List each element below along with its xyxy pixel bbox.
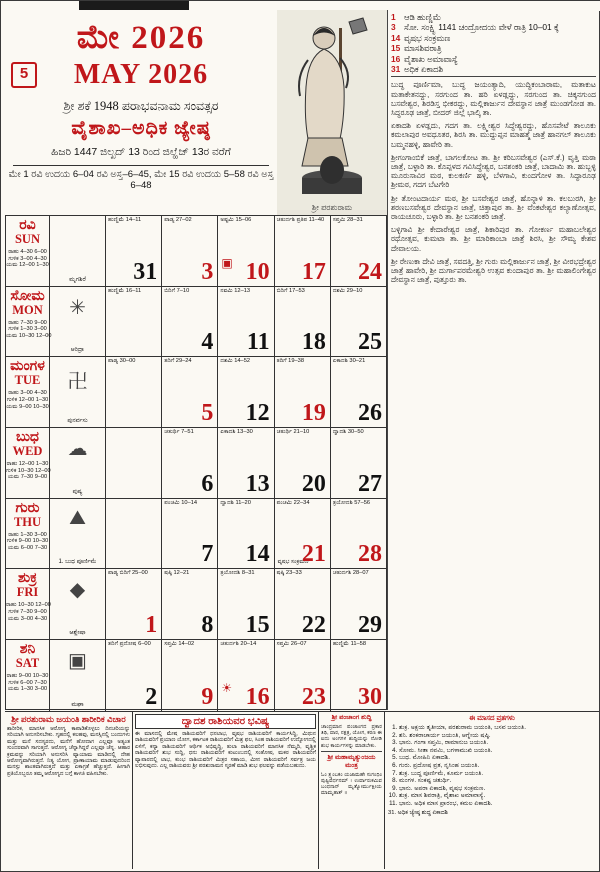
date-cell[interactable] xyxy=(218,640,274,711)
deity-illustration xyxy=(277,10,387,215)
festival-date: 1 xyxy=(391,12,396,22)
tithi-text: ಹುಣ್ಣಿಮೆ 14–11 xyxy=(108,217,142,223)
festival-paragraph: ಬುದ್ಧ ಪೂರ್ಣಿಮಾ, ಬುದ್ಧ ಜಯಂತ್ಯಾದಿ, ಯುದ್ಧಿಕಂಬಾರಾಮ, ಮತಾಕುಟ ಮತಾಕೇತನದ್ದು, ಸರಗುಂದ ತಾ. ಹರಿ ಏಳಡ್ಲದ್ದು, ಸರಗುಂದ ತಾ. ಚಿಕ್ಕನಗುಂದ ಬಸವೇಶ್ವರ, ಶಿರಡಿಸ್ತ ಭೀಕರದ್ದು, ಮಲ್ಲಿಕಾರ್ಜುನ ದೇವಸ್ಥಾನ ಜಾತ್ರೆ ಮುಂಡಗೋಡ ತಾ. ಸಿದ್ಧರೂಢ ಜಾತ್ರೆ, ಬೀದರ್ ಜಿಲ್ಲೆ ಭಾಲ್ಕಿ ತಾ. xyxy=(391,80,596,118)
tithi-text: ದ್ವಾದಶಿ 11–20 xyxy=(220,499,251,506)
festival-date: 14 xyxy=(391,32,401,43)
magha-icon: ▣ xyxy=(68,650,87,673)
top-black-bar xyxy=(79,1,189,10)
festival-paragraph: ಶ್ರೀ ರೇಣುಕಾ ದೇವಿ ಜಾತ್ರೆ, ಸವದತ್ತಿ, ಶ್ರೀ ಗುರು ಮಲ್ಲಿಕಾರ್ಜುನ ಜಾತ್ರೆ, ಶ್ರೀ ವೀರಭದ್ರೇಶ್ವರ ಜಾತ್ರೆ ಹಾವೇರಿ, ಶ್ರೀ ದುರ್ಗಾಪರಮೇಶ್ವರಿ ಉತ್ಸವ ಕುಂದಾಪುರ ತಾ. ಶ್ರೀ ಮಹಾಲಿಂಗೇಶ್ವರ ದೇವಸ್ಥಾನ ಜಾತ್ರೆ, ಪುತ್ತೂರು ತಾ. xyxy=(391,256,596,285)
festival-item xyxy=(391,12,596,22)
date-cell[interactable] xyxy=(162,287,218,357)
festival-text: ಅಧಿಕ ಏಕಾದಶಿ xyxy=(404,64,444,75)
yama-kala: ಯಮ 7–30 9–00 xyxy=(7,474,48,481)
gulika-kala: ಗುಳಿಕ 10–30 12–00 xyxy=(6,467,51,474)
gulika-kala: ಗುಳಿಕ 6–00 7–30 xyxy=(8,679,47,686)
date-cell[interactable] xyxy=(331,569,386,639)
tithi-text: ತ್ರಯೋದಶಿ 57–56 xyxy=(332,499,371,506)
pushya-cloud-icon: ☁ xyxy=(67,438,88,461)
amavasya-icon: ☀ xyxy=(221,680,233,695)
samvatsara-line: ಶ್ರೀ ಶಕೆ 1948 ಪರಾಭವನಾಮ ಸಂವತ್ಸರ xyxy=(63,99,219,113)
nakshatra-art-cell xyxy=(50,428,106,498)
festival-item xyxy=(391,64,596,74)
tithi-text: ಷಷ್ಠಿ 12–21 xyxy=(164,570,190,577)
date-number: 5 xyxy=(201,400,214,427)
date-number: 15 xyxy=(245,612,270,639)
vrata-item: 7. ಶುಕ್ರ. ಬುದ್ಧ ಪೂರ್ಣಿಮೆ, ಕೂರ್ಮ ಜಯಂತಿ. xyxy=(399,770,596,778)
date-cell[interactable] xyxy=(162,499,218,569)
rashi-bhavishya-title: ದ್ವಾದಶ ರಾಶಿಯವರ ಭವಿಷ್ಯ xyxy=(135,714,316,729)
weekday-name-english: SAT xyxy=(15,656,40,671)
date-cell[interactable] xyxy=(275,357,331,427)
weekday-cell-tue xyxy=(6,357,50,427)
date-cell[interactable] xyxy=(275,499,331,569)
festival-paragraph: ಬಳ್ಳಿಗಾವಿ ಶ್ರೀ ಕೇದಾರೇಶ್ವರ ಜಾತ್ರೆ, ಶಿಕಾರಿಪುರ ತಾ. ಗೋಕರ್ಣ ಮಹಾಬಲೇಶ್ವರ ರಥೋತ್ಸವ, ಕುಮಟಾ ತಾ. ಶ್ರೀ ಮಾರಿಕಾಂಬಾ ಜಾತ್ರೆ ಶಿರಸಿ, ಶ್ರೀ ಸೌಮ್ಯ ಕೇಶವ ದೇವಾಲಯ. xyxy=(391,225,596,253)
gulika-kala: ಗುಳಿಕ 9–00 10–30 xyxy=(6,538,49,545)
date-number: 10 xyxy=(245,258,270,285)
weekday-name-english: FRI xyxy=(16,585,39,600)
festival-column xyxy=(387,10,599,710)
mantra-text: ಓಂ ತ್ರ್ಯಂಬಕಂ ಯಜಾಮಹೇ ಸುಗಂಧಿಂ ಪುಷ್ಟಿವರ್ಧನಮ್ । ಉರ್ವಾರುಕಮಿವ ಬಂಧನಾನ್ ಮೃತ್ಯೋರ್ಮುಕ್ಷೀಯ ಮಾಮೃತಾತ್ ॥ xyxy=(321,771,382,797)
date-number: 31 xyxy=(133,258,158,285)
rahu-kala: ರಾಹು 3–00 4–30 xyxy=(8,390,47,397)
date-cell[interactable] xyxy=(275,569,331,639)
weekday-times xyxy=(6,532,49,552)
date-cell[interactable] xyxy=(331,640,386,711)
festival-date: 3 xyxy=(391,22,396,33)
rahu-kala: ರಾಹು 7–30 9–00 xyxy=(8,319,47,326)
date-cell[interactable] xyxy=(218,428,274,498)
date-number: 29 xyxy=(358,612,383,639)
weekday-cell-wed xyxy=(6,428,50,498)
date-number: 4 xyxy=(201,329,214,356)
date-number: 17 xyxy=(301,258,326,285)
yama-kala: ಯಮ 10–30 12–00 xyxy=(6,332,52,339)
yama-kala: ಯಮ 1–30 3–00 xyxy=(7,686,48,693)
nakshatra-art-cell xyxy=(50,357,106,427)
date-cell[interactable] xyxy=(106,357,162,427)
date-number: 24 xyxy=(358,258,383,285)
month-number-badge: 5 xyxy=(11,62,37,88)
panchanga-shuddhi-text: ಚಾಂದ್ರಮಾನ ಪಂಚಾಂಗದ ಪ್ರಕಾರ ತಿಥಿ, ವಾರ, ನಕ್ಷತ್ರ, ಯೋಗ, ಕರಣ ಈ ಐದು ಅಂಗಗಳ ಶುದ್ಧಿಯನ್ನು ನೋಡಿ ಶುಭ ಕಾರ್ಯಗಳನ್ನು ಮಾಡಬೇಕು. xyxy=(321,724,382,749)
tithi-text: ತದಿಗೆ 19–38 xyxy=(276,358,304,365)
vrata-list xyxy=(388,724,596,808)
panchanga-shuddhi-section xyxy=(319,712,385,869)
weekday-name-kannada: ಸೋಮ xyxy=(10,288,45,304)
date-number: 6 xyxy=(201,470,214,497)
panchanga-divider xyxy=(321,751,382,752)
tithi-text: ದಶಮಿ 14–52 xyxy=(220,358,251,365)
weekday-name-english: WED xyxy=(12,444,43,459)
festival-paragraph: ಶ್ರೀಗಂಗಾಂಬಿಕೆ ಜಾತ್ರೆ, ಬಾಗಲಕೋಟ ತಾ. ಶ್ರೀ ಕರಿಬಸವೇಶ್ವರ (ಎಸ್.ಕೆ.) ವೃತ್ತಿ ಮಠಾ ಜಾತ್ರೆ, ಬಳ್ಳಾರಿ ತಾ. ಕೊಪ್ಪಳದ ಗವಿಸಿದ್ಧೇಶ್ವರ, ಬನಶಂಕರಿ ಜಾತ್ರೆ, ಬಾದಾಮಿ ತಾ. ಹುಬ್ಬಳ್ಳಿ ಮೂರುಸಾವಿರ ಮಠ, ಕುಲಕರ್ಣಿ ಹಳ್ಳಿ, ಬೆಳಗಾವಿ, ಕುಂದಗೋಳ ತಾ. ಸಿದ್ಧಾರೂಢ ಶ್ರೀಮಠ, ಗದಗ ಬೆಟಗೇರಿ xyxy=(391,152,596,190)
bottom-panel xyxy=(5,711,599,869)
date-number: 14 xyxy=(245,541,270,568)
weekday-name-kannada: ಗುರು xyxy=(15,500,40,516)
header-divider xyxy=(13,165,269,166)
date-number: 11 xyxy=(246,329,270,356)
tithi-text: ದಶಮಿ 29–10 xyxy=(332,287,363,294)
date-cell[interactable] xyxy=(331,287,386,357)
tithi-text: ತದಿಗೆ ಪ್ರದೋಷ 6–00 xyxy=(108,641,151,648)
weekday-name-kannada: ಬುಧ xyxy=(16,430,39,446)
date-cell[interactable] xyxy=(331,428,386,498)
calendar-row-friday xyxy=(6,569,386,640)
date-number: 7 xyxy=(201,541,214,568)
tithi-text: ಚತುರ್ಥಿ 7–51 xyxy=(164,429,194,436)
date-cell[interactable] xyxy=(331,499,386,569)
date-cell[interactable] xyxy=(106,216,162,286)
nakshatra-art-cell xyxy=(50,216,106,286)
gulika-kala: ಗುಳಿಕ 3–00 4–30 xyxy=(8,255,47,262)
tithi-text: ಪಂಚಮಿ 22–34 xyxy=(276,499,310,506)
date-cell[interactable] xyxy=(106,640,162,711)
nakshatra-label: ಪುನರ್ವಸು xyxy=(67,418,88,425)
month-title-kannada: ಮೇ 2026 xyxy=(76,20,206,56)
weekday-name-kannada: ಶುಕ್ರ xyxy=(17,571,37,587)
date-cell[interactable] xyxy=(331,357,386,427)
festival-date: 15 xyxy=(391,43,401,54)
weekday-name-english: TUE xyxy=(14,373,41,388)
tithi-text: ತ್ರಯೋದಶಿ 8–31 xyxy=(220,570,255,577)
festival-text: ಸೋ. ಸಂಕ್ಷ್ಟಿ 1141 ಚಂದ್ರೋದಯ ವೇಳೆ ರಾತ್ರಿ 10–01 ಕ್ಕೆ xyxy=(404,22,559,33)
festival-text: ಮಾಸಶಿವರಾತ್ರಿ xyxy=(404,43,442,54)
nakshatra-art-cell xyxy=(50,287,106,357)
tithi-text: ದ್ವಾದಶಿ 30–50 xyxy=(332,429,364,436)
rahu-kala: ರಾಹು 10–30 12–00 xyxy=(6,602,51,609)
gulika-kala: ಗುಳಿಕ 12–00 1–30 xyxy=(6,396,49,403)
date-cell[interactable] xyxy=(331,216,386,286)
weekday-cell-mon xyxy=(6,287,50,357)
date-number: 19 xyxy=(301,400,326,427)
festival-text: ವೃಷಭ ಸಂಕ್ರಮಣ xyxy=(404,32,451,43)
weekday-cell-sun xyxy=(6,216,50,286)
date-cell[interactable] xyxy=(275,428,331,498)
weekday-times xyxy=(6,249,49,269)
festival-marker-icon: ▣ xyxy=(221,255,233,270)
nakshatra-label: ಆಶ್ಲೇಷಾ xyxy=(69,630,86,637)
tithi-text: ಸಪ್ತಮಿ 26–07 xyxy=(276,641,307,648)
calendar-row-saturday xyxy=(6,640,386,711)
festival-text: ಆಡಿ ಹುಣ್ಣಿಮೆ xyxy=(404,12,442,22)
calendar-row-wednesday xyxy=(6,428,386,499)
month-title-english: MAY 2026 xyxy=(73,59,209,90)
weekday-times xyxy=(6,319,52,340)
vrata-item: 8. ಮಂಗಳ. ಸಂಕಷ್ಟ ಚತುರ್ಥಿ. xyxy=(399,777,596,785)
yama-kala: ಯಮ 12–00 1–30 xyxy=(6,262,49,269)
tithi-text: ಅಷ್ಟಮಿ 15–06 xyxy=(220,217,252,223)
weekday-times xyxy=(6,461,49,481)
date-number: 21 xyxy=(301,541,326,568)
vrata-item: 2. ಶನಿ. ಶಂಕರಾಚಾರ್ಯ ಜಯಂತಿ, ಆಗ್ನೇಯ ಷಷ್ಠಿ. xyxy=(399,732,596,740)
yama-kala: ಯಮ 6–00 7–30 xyxy=(7,544,48,551)
tithi-text: ಚತುರ್ದಶಿ 28–07 xyxy=(332,570,369,577)
weekday-name-english: THU xyxy=(13,514,42,529)
date-number: 1 xyxy=(145,612,158,639)
vrata-item: 9. ಭಾನು. ಅಪರಾ ಏಕಾದಶಿ, ವೃಷಭ ಸಂಕ್ರಮಣ. xyxy=(399,785,596,793)
nakshatra-art-cell xyxy=(50,640,106,711)
festival-text: ವೈಶಾಖ ಅಮಾವಾಸ್ಯೆ xyxy=(404,53,458,64)
tithi-text: ಪಾಡ್ಯ ಬಿದಿಗೆ 25–00 xyxy=(108,570,148,577)
vrata-list-section xyxy=(385,712,599,869)
festival-body-text xyxy=(391,80,596,284)
date-cell[interactable] xyxy=(106,428,162,498)
calendar-row-sunday xyxy=(6,216,386,287)
tithi-text: ಹುಣ್ಣಿಮೆ 11–58 xyxy=(332,641,367,648)
date-number: 3 xyxy=(201,258,214,285)
date-number: 16 xyxy=(245,683,270,710)
nakshatra-label: ಮಘಾ xyxy=(71,701,84,708)
vrata-item: 4. ಸೋಮ. ಸೀತಾ ನವಮಿ, ಬಗಳಾಮುಖಿ ಜಯಂತಿ. xyxy=(399,747,596,755)
tithi-text: ಪಂಚಮಿ 10–14 xyxy=(164,499,198,506)
nakshatra-label: ಮೃಗಶಿರೆ xyxy=(69,276,86,283)
tithi-text: ಬಿದಿಗೆ 7–10 xyxy=(164,287,190,294)
date-number: 30 xyxy=(358,683,383,710)
ardra-icon: ✳ xyxy=(69,296,86,319)
festival-date: 16 xyxy=(391,53,401,64)
tithi-text: ಏಕಾದಶಿ 13–30 xyxy=(220,429,253,436)
date-note: ವೃಷಭ ಸಂಕ್ರಮಣ xyxy=(277,559,309,566)
date-cell[interactable] xyxy=(106,499,162,569)
mantra-title: ಶ್ರೀ ಮಹಾಮೃತ್ಯುಂಜಯ ಮಂತ್ರ xyxy=(327,753,376,769)
date-cell[interactable] xyxy=(218,287,274,357)
date-number: 27 xyxy=(358,470,383,497)
festival-paragraph: ಶ್ರೀ ತೋಂಟದಾರ್ಯ ಮಠ, ಶ್ರೀ ಬಸವೇಶ್ವರ ಜಾತ್ರೆ, ಹೊನ್ನಾಳಿ ತಾ. ಕಲಬುರಗಿ, ಶ್ರೀ ಶರಣಬಸವೇಶ್ವರ ದೇವಸ್ಥಾನ ಜಾತ್ರೆ, ಚಿತ್ತಾಪುರ ತಾ. ಶ್ರೀ ವೆಂಕಟೇಶ್ವರ ಕಲ್ಯಾಣೋತ್ಸವ, ರಾಯಚೂರು, ಬಳ್ಳಾರಿ ತಾ. ಶ್ರೀ ಬನಶಂಕರಿ ಜಾತ್ರೆ. xyxy=(391,193,596,222)
date-number: 13 xyxy=(245,470,270,497)
rahu-kala: ರಾಹು 12–00 1–30 xyxy=(6,461,49,468)
sunrise-sunset-note: ಮೇ 1 ರವಿ ಉದಯ 6–04 ರವಿ ಅಸ್ತ–6–45, ಮೇ 15 ರವಿ ಉದಯ 5–58 ರವಿ ಅಸ್ತ 6–48 xyxy=(8,169,274,191)
date-number: 22 xyxy=(301,612,326,639)
date-number: 12 xyxy=(245,400,270,427)
tithi-text: ಪಾಡ್ಯ 27–02 xyxy=(164,217,192,223)
gulika-kala: ಗುಳಿಕ 7–30 9–00 xyxy=(8,609,47,616)
vrata-item: 3. ಭಾನು. ಗಂಗಾ ಸಪ್ತಮಿ, ರಾಮಾನುಜ ಜಯಂತಿ. xyxy=(399,739,596,747)
festival-item xyxy=(391,22,596,32)
festival-item xyxy=(391,43,596,53)
date-cell[interactable] xyxy=(275,216,331,286)
weekday-times xyxy=(6,673,49,693)
calendar-row-monday xyxy=(6,287,386,358)
punarvasu-icon: 卍 xyxy=(67,371,88,394)
rahu-kala: ರಾಹು 1–30 3–00 xyxy=(8,531,47,538)
hijri-era-line: ಹಿಜರಿ 1447 ಜಿಲ್ಖದ್ 13 ರಿಂದ ಜಿಲ್ಹೆಜ್ 13ರ ವರೆಗೆ xyxy=(51,146,231,158)
bottom-left-title: ಶ್ರೀ ಪರಶುರಾಮ ಜಯಂತಿ ಶಾರೀರಿಕ ವಿಚಾರ xyxy=(11,714,126,724)
rahu-kala: ರಾಹು 9–00 10–30 xyxy=(6,673,49,680)
calendar-row-thursday xyxy=(6,499,386,570)
festival-paragraph: ಏಕಾದಶಿ ಏಳಡ್ಲದು, ಗದಗ ತಾ. ಲಕ್ಷ್ಮೀಶ್ವರ ಸಿದ್ಧೇಶ್ವರದ್ದು, ಹೊಸಪೇಟೆ ತಾಲೂಕು ಕಮಲಾಪುರ ಅವಧೂತರ, ಶಿರಸಿ ತಾ. ಮುದ್ದುಪ್ಪನ ಮಾಹತ್ಮೆ ಜಾತ್ರೆ ಹಾನಗಲ್ ತಾಲೂಕು ಬಮ್ಮನಹಳ್ಳಿ, ಹಾವೇರಿ ತಾ. xyxy=(391,121,596,149)
tithi-text: ಚತುರ್ಥಿ 21–10 xyxy=(276,429,310,436)
weekday-name-kannada: ರವಿ xyxy=(19,218,36,233)
nakshatra-label: ಪುಷ್ಯ xyxy=(72,488,83,495)
weekday-name-english: MON xyxy=(12,302,43,317)
date-cell[interactable] xyxy=(162,569,218,639)
weekday-cell-sat xyxy=(6,640,50,711)
vrata-item: 11. ಭಾನು. ಅಧಿಕ ಮಾಸ ಪ್ರಾರಂಭ, ಕಮಲ ಏಕಾದಶಿ. xyxy=(399,800,596,808)
ekadashi-note: 31. ಅಧಿಕ ಜ್ಯೇಷ್ಠ ಶುದ್ಧ ಏಕಾದಶಿ xyxy=(388,809,448,816)
tithi-text: ಷಷ್ಠಿ 23–33 xyxy=(276,570,302,577)
festival-item xyxy=(391,54,596,64)
calendar-grid xyxy=(5,215,387,710)
ashlesha-icon: ◆ xyxy=(69,579,86,602)
tithi-text: ಪಾಡ್ಯ 30–00 xyxy=(108,358,136,365)
parashurama-figure-icon xyxy=(277,10,387,210)
vrata-list-title: ಈ ಮಾಸದ ವ್ರತಗಳು xyxy=(469,715,515,722)
date-cell[interactable] xyxy=(275,640,331,711)
weekday-name-kannada: ಮಂಗಳ xyxy=(10,359,45,375)
weekday-times xyxy=(6,390,49,410)
weekday-name-kannada: ಶನಿ xyxy=(19,642,36,658)
nakshatra-label: ಆರಿದ್ರಾ xyxy=(70,347,85,354)
weekday-cell-fri xyxy=(6,569,50,639)
date-cell[interactable] xyxy=(218,216,274,286)
date-number: 2 xyxy=(145,683,158,710)
calendar-row-tuesday xyxy=(6,357,386,428)
rahu-kala: ರಾಹು 4–30 6–00 xyxy=(8,249,47,255)
date-cell[interactable] xyxy=(106,569,162,639)
vrata-item: 1. ಶುಕ್ರ. ಅಕ್ಷಯ ತೃತೀಯಾ, ಪರಶುರಾಮ ಜಯಂತಿ, ಬಸವ ಜಯಂತಿ. xyxy=(399,724,596,732)
tithi-text: ಚತುರ್ದಶಿ 20–14 xyxy=(220,641,257,648)
weekday-name-english: SUN xyxy=(14,232,40,246)
festival-date: 31 xyxy=(391,64,401,75)
tithi-text: ಚತುರ್ದಶಿ ಪ್ರತಿಪ 11–40 xyxy=(276,217,325,223)
date-number: 28 xyxy=(358,541,383,568)
yama-kala: ಯಮ 9–00 10–30 xyxy=(6,403,49,410)
festival-art-cell xyxy=(50,499,106,569)
date-cell[interactable] xyxy=(218,499,274,569)
date-number: 9 xyxy=(201,683,214,710)
date-cell[interactable] xyxy=(275,287,331,357)
rashi-bhavishya-section xyxy=(133,712,319,869)
vrata-item: 5. ಬುಧ. ಮೋಹಿನಿ ಏಕಾದಶಿ. xyxy=(399,754,596,762)
date-cell[interactable] xyxy=(106,287,162,357)
date-cell[interactable] xyxy=(162,428,218,498)
gulika-kala: ಗುಳಿಕ 1–30 3–00 xyxy=(8,326,47,333)
bottom-left-text: ಶಾರೀರಿಕ, ಮಾನಸಿಕ ಆರೋಗ್ಯ ಕಾಪಾಡಿಕೊಳ್ಳಲು ದಿನಚರಿಯನ್ನು ಸರಿಯಾಗಿ ಅನುಸರಿಸಬೇಕು. ಗೃಹದಲ್ಲಿ ಕಲಹವು, ಮನಸ್ಸಿನಲ್ಲಿ ಬಂದುಗಳು ಮತ್ತು ಮನೆ ಸದಸ್ಯರದು, ಮನೆಗೆ ಹೋದಾಗ ಎಲ್ಲವೂ ಅತ್ಯಂತ ಸುಂದರವಾಗಿ ಸಾಗುತ್ತದೆ. ಆರೋಗ್ಯ ಚೆನ್ನಾಗಿದ್ದರೆ ಎಲ್ಲವೂ ಚೆನ್ನ. ಆಹಾರ ಕ್ರಮವನ್ನು ಸರಿಯಾಗಿ ಅನುಸರಿಸಿ ವ್ಯಾಯಾಮ ಮಾಡಿದಲ್ಲಿ ದೇಹ ಆರೋಗ್ಯವಾಗಿರುತ್ತದೆ. ನಿತ್ಯ ಯೋಗ, ಪ್ರಾಣಾಯಾಮ ಮಾಡುವುದರಿಂದ ಮನಸ್ಸು ಶಾಂತವಾಗಿರುತ್ತದೆ ಮತ್ತು ಏಕಾಗ್ರತೆ ಹೆಚ್ಚುತ್ತದೆ. ಹೀಗಾಗಿ ಪ್ರತಿಯೊಬ್ಬರೂ ತಮ್ಮ ಆರೋಗ್ಯದ ಬಗ್ಗೆ ಕಾಳಜಿ ವಹಿಸಬೇಕು. xyxy=(7,726,130,777)
date-number: 20 xyxy=(301,470,326,497)
festival-art-label: 1. ಬುಧ ಪೂರ್ಣಿಮೆ xyxy=(58,559,97,566)
tithi-text: ತದಿಗೆ 29–24 xyxy=(164,358,192,365)
date-number: 18 xyxy=(301,329,326,356)
date-cell[interactable] xyxy=(218,357,274,427)
header-left xyxy=(5,10,277,215)
tithi-text: ಬಿದಿಗೆ 17–53 xyxy=(276,287,305,294)
weekday-times xyxy=(6,602,49,622)
tithi-text: ಏಕಾದಶಿ 30–21 xyxy=(332,358,366,365)
weekday-cell-thu xyxy=(6,499,50,569)
tithi-text: ಹುಣ್ಣಿಮೆ 16–11 xyxy=(108,287,142,294)
buddha-purnima-icon: ⛰ xyxy=(69,506,86,529)
bottom-left-article xyxy=(5,712,133,869)
tithi-text: ಸಪ್ತಮಿ 28–31 xyxy=(332,217,363,223)
date-number: 25 xyxy=(358,329,383,356)
tithi-text: ನವಮಿ 12–13 xyxy=(220,287,251,294)
panchanga-shuddhi-title: ಶ್ರೀ ಪಂಚಾಂಗ ಶುದ್ಧಿ xyxy=(331,714,372,721)
festival-list xyxy=(391,12,596,77)
rashi-bhavishya-text: ಈ ಮಾಸದಲ್ಲಿ ಮೇಷ ರಾಶಿಯವರಿಗೆ ಧನಲಾಭ, ವೃಷಭ ರಾಶಿಯವರಿಗೆ ಕಾರ್ಯಸಿದ್ಧಿ, ಮಿಥುನ ರಾಶಿಯವರಿಗೆ ಪ್ರಯಾಣ ಯೋಗ, ಕರ್ಕಾಟಕ ರಾಶಿಯವರಿಗೆ ಮಿಶ್ರ ಫಲ, ಸಿಂಹ ರಾಶಿಯವರಿಗೆ ಉದ್ಯೋಗದಲ್ಲಿ ಏಳಿಗೆ, ಕನ್ಯಾ ರಾಶಿಯವರಿಗೆ ಆರ್ಥಿಕ ಅಭಿವೃದ್ಧಿ, ತುಲಾ ರಾಶಿಯವರಿಗೆ ಮಾನಸಿಕ ನೆಮ್ಮದಿ, ವೃಶ್ಚಿಕ ರಾಶಿಯವರಿಗೆ ಶುಭ ಸುದ್ದಿ, ಧನು ರಾಶಿಯವರಿಗೆ ಕುಟುಂಬದಲ್ಲಿ ಸಂತೋಷ, ಮಕರ ರಾಶಿಯವರಿಗೆ ವ್ಯಾಪಾರದಲ್ಲಿ ಲಾಭ, ಕುಂಭ ರಾಶಿಯವರಿಗೆ ಮಿತ್ರರ ಸಹಾಯ, ಮೀನ ರಾಶಿಯವರಿಗೆ ಸರ್ವತ್ರ ಜಯ ಲಭಿಸುವುದು. ಎಲ್ಲ ರಾಶಿಯವರು ಶ್ರೀ ಪರಶುರಾಮನ ಸ್ಮರಣೆ ಮಾಡಿ ಶುಭ ಫಲವನ್ನು ಪಡೆಯಬಹುದು. xyxy=(135,731,316,770)
date-number: 23 xyxy=(301,683,326,710)
date-cell[interactable] xyxy=(162,357,218,427)
date-number: 8 xyxy=(201,612,214,639)
date-cell[interactable] xyxy=(218,569,274,639)
date-number: 26 xyxy=(358,400,383,427)
yama-kala: ಯಮ 3–00 4–30 xyxy=(7,615,48,622)
tithi-text: ಸಪ್ತಮಿ 14–02 xyxy=(164,641,195,648)
nakshatra-art-cell xyxy=(50,569,106,639)
vrata-item: 6. ಗುರು. ಪ್ರದೋಷ ವ್ರತ, ನೃಸಿಂಹ ಜಯಂತಿ. xyxy=(399,762,596,770)
festival-item xyxy=(391,33,596,43)
date-cell[interactable] xyxy=(162,640,218,711)
vrata-item: 10. ಶುಕ್ರ. ಮಾಸ ಶಿವರಾತ್ರಿ, ವೈಶಾಖ ಅಮಾವಾಸ್ಯೆ. xyxy=(399,792,596,800)
illustration-caption: ಶ್ರೀ ಪರಶುರಾಮ xyxy=(311,203,353,212)
masa-line: ವೈಶಾಖ–ಅಧಿಕ ಜ್ಯೇಷ್ಠ xyxy=(71,118,211,139)
date-cell[interactable] xyxy=(162,216,218,286)
